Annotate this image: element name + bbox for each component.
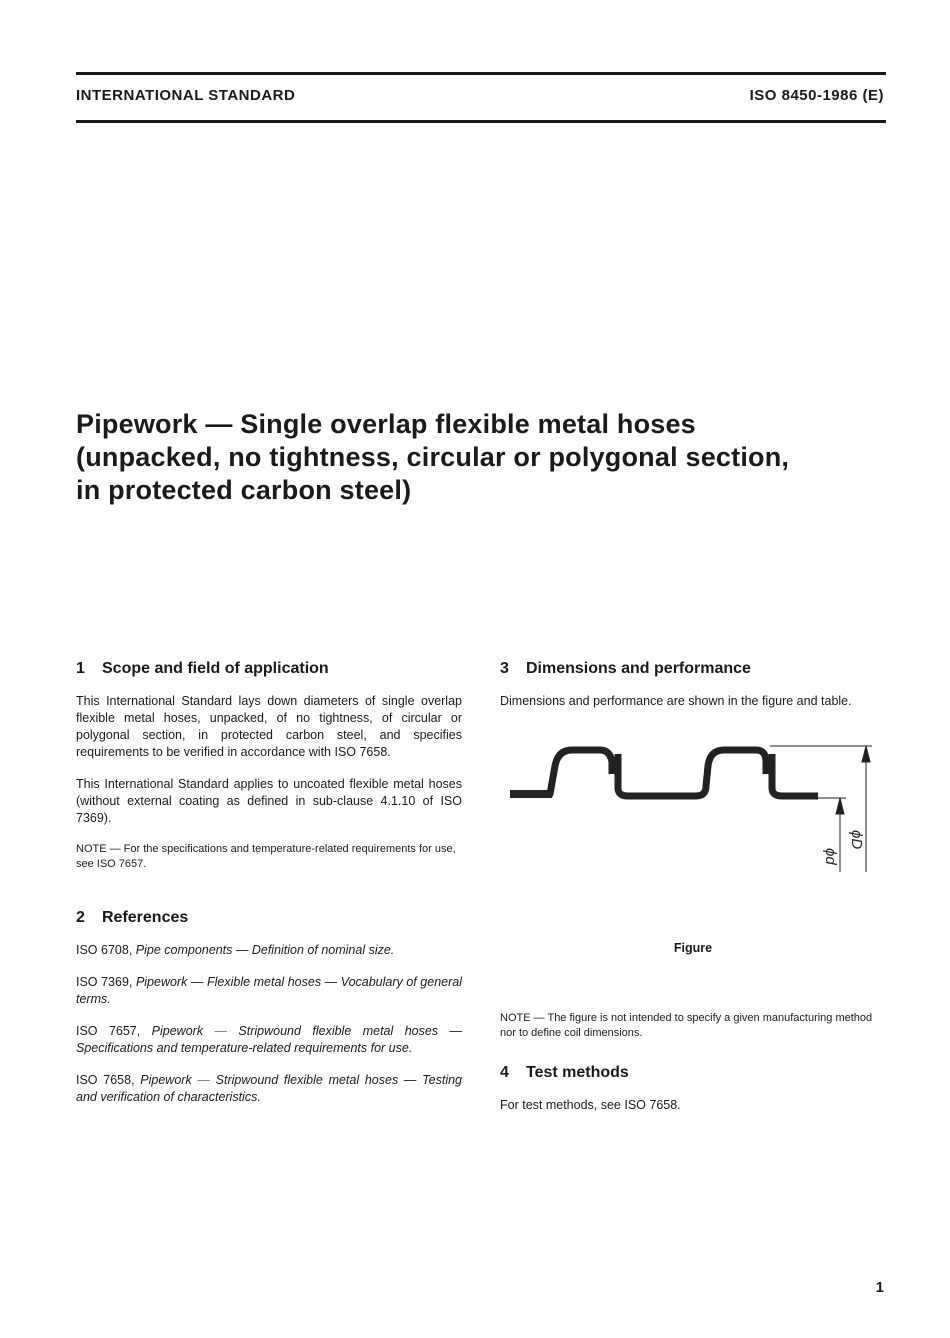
section-heading-dimensions: 3 Dimensions and performance	[500, 660, 751, 677]
figure-note: NOTE — The figure is not intended to specify a given manufacturing method nor to define coil dimensions.	[500, 1012, 873, 1039]
title-line-2: (unpacked, no tightness, circular or polygonal section,	[76, 442, 790, 472]
section-heading-scope: 1 Scope and field of application	[76, 660, 329, 677]
outer-diameter-label: ϕD	[848, 830, 865, 850]
header-rule-top	[76, 72, 886, 75]
inner-diameter-label: ϕd	[822, 848, 839, 865]
figure-caption: Figure	[673, 941, 713, 955]
title-line-1: Pipework — Single overlap flexible metal hoses	[76, 409, 696, 439]
hose-profile-drawing	[500, 732, 886, 932]
reference-item: ISO 7657, Pipework — Stripwound flexible metal hoses — Specifications and temperature-related requirements for use.	[76, 1024, 462, 1055]
reference-item: ISO 6708, Pipe components — Definition of nominal size.	[76, 943, 395, 957]
page-number: 1	[875, 1279, 884, 1296]
section-heading-test-methods: 4 Test methods	[500, 1064, 629, 1081]
strip-profile	[510, 750, 818, 796]
section-heading-references: 2 References	[76, 909, 189, 926]
scope-note: NOTE — For the specifications and temperature-related requirements for use, see ISO 7657.	[76, 843, 456, 870]
right-column	[500, 660, 886, 1129]
title-line-3: in protected carbon steel)	[76, 475, 412, 505]
reference-item: ISO 7369, Pipework — Flexible metal hoses — Vocabulary of general terms.	[76, 975, 462, 1006]
hose-profile-figure	[500, 732, 886, 932]
scope-paragraph-2: This International Standard applies to uncoated flexible metal hoses (without external coating as defined in sub-clause 4.1.10 of ISO 7369).	[76, 777, 462, 825]
standard-type: INTERNATIONAL STANDARD	[76, 87, 296, 104]
dimensions-paragraph: Dimensions and performance are shown in the figure and table.	[500, 694, 852, 708]
strip-end-block	[510, 790, 552, 798]
dimension-lines	[770, 746, 872, 872]
left-column	[76, 660, 462, 1121]
standard-number: ISO 8450-1986 (E)	[749, 87, 884, 104]
document-title	[76, 408, 896, 507]
reference-item: ISO 7658, Pipework — Stripwound flexible metal hoses — Testing and verification of characteristics.	[76, 1073, 462, 1104]
test-methods-paragraph: For test methods, see ISO 7658.	[500, 1098, 681, 1112]
header-rule-bottom	[76, 120, 886, 123]
scope-paragraph-1: This International Standard lays down diameters of single overlap flexible metal hoses, unpacked, of no tightness, of circular or polygonal section, in protected carbon steel, and specifies requirements to be verified in accordance with ISO 7658.	[76, 694, 462, 759]
